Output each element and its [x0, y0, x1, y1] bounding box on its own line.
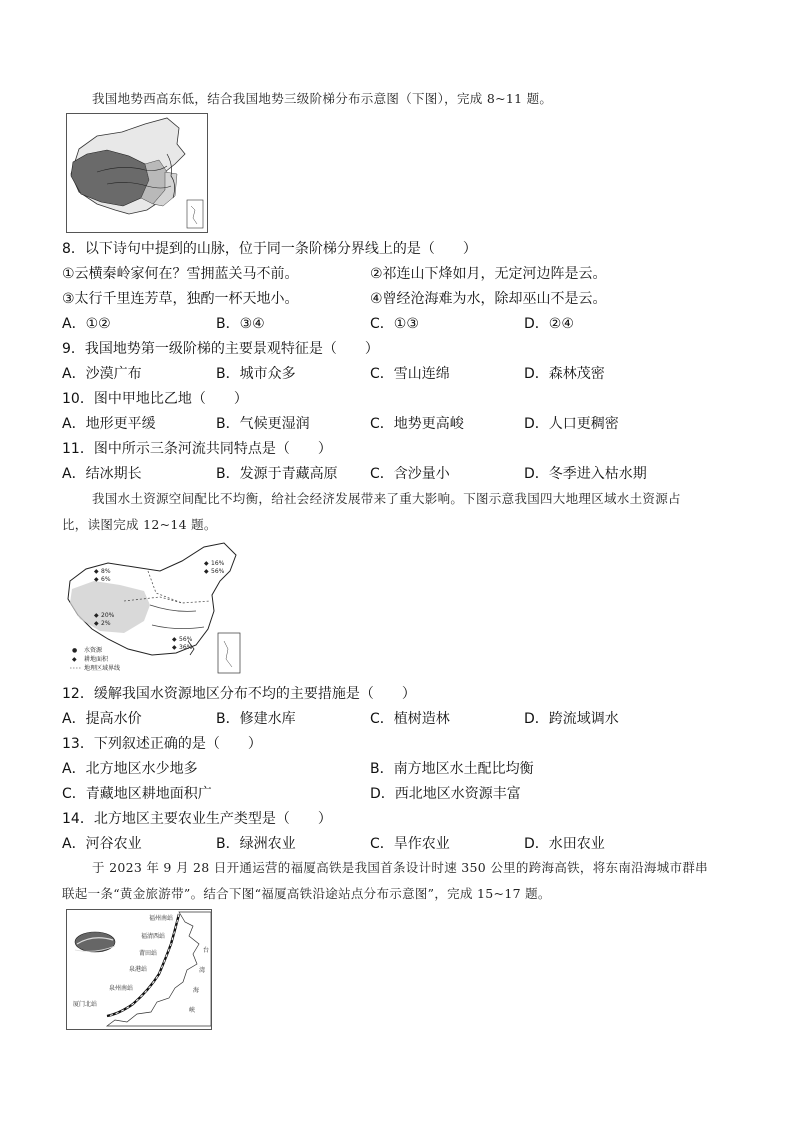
q13-option-a[interactable]: A．北方地区水少地多 [62, 761, 198, 777]
q12-option-d[interactable]: D．跨流域调水 [524, 711, 619, 727]
svg-text:◆: ◆ [94, 620, 99, 627]
q9-option-a[interactable]: A．沙漠广布 [62, 366, 142, 382]
q13-options-row-1 [62, 758, 742, 780]
svg-text:◆: ◆ [172, 636, 177, 643]
q12-option-c[interactable]: C．植树造林 [370, 711, 450, 727]
qz-water-label: 20% [101, 612, 115, 619]
q8-poem-4: ④曾经沧海难为水，除却巫山不是云。 [370, 291, 607, 307]
q8-poem-row-1 [62, 263, 742, 285]
q14-option-d[interactable]: D．水田农业 [524, 836, 605, 852]
q14-options [62, 833, 742, 855]
nw-water-label: 8% [101, 568, 111, 575]
q12-options [62, 708, 742, 730]
q9-option-b[interactable]: B．城市众多 [216, 366, 296, 382]
question-8-stem: 8．以下诗句中提到的山脉，位于同一条阶梯分界线上的是（ ） [62, 241, 477, 257]
north-water-label: 16% [211, 560, 225, 567]
svg-text:◆: ◆ [204, 560, 209, 567]
svg-text:◆: ◆ [94, 612, 99, 619]
q8-poem-2: ②祁连山下烽如月，无定河边阵是云。 [370, 266, 607, 282]
q8-poem-row-2 [62, 288, 742, 310]
strait-char-3: 海 [193, 987, 200, 994]
question-13-stem: 13．下列叙述正确的是（ ） [62, 736, 262, 752]
strait-char-1: 台 [203, 947, 210, 954]
q13-option-b[interactable]: B．南方地区水土配比均衡 [370, 761, 534, 777]
q8-option-d[interactable]: D．②④ [524, 316, 574, 332]
svg-text:◆: ◆ [172, 644, 177, 651]
q12-option-b[interactable]: B．修建水库 [216, 711, 296, 727]
q11-options [62, 463, 742, 485]
intro-12-14 [62, 486, 742, 538]
south-land-label: 36% [179, 644, 193, 651]
station-quanzhou-south: 泉州南站 [109, 985, 134, 992]
q8-option-c[interactable]: C．①③ [370, 316, 419, 332]
strait-char-2: 湾 [199, 967, 206, 974]
station-putian: 莆田站 [139, 950, 158, 957]
q14-option-b[interactable]: B．绿洲农业 [216, 836, 296, 852]
intro-8-11: 我国地势西高东低，结合我国地势三级阶梯分布示意图（下图），完成 8~11 题。 [92, 91, 553, 106]
south-water-label: 56% [179, 636, 193, 643]
q10-option-c[interactable]: C．地势更高峻 [370, 416, 464, 432]
intro-12-14-line-1: 我国水土资源空间配比不均衡，给社会经济发展带来了重大影响。下图示意我国四大地理区域水土资源占 [92, 491, 681, 506]
q10-option-d[interactable]: D．人口更稠密 [524, 416, 619, 432]
q13-option-d[interactable]: D．西北地区水资源丰富 [370, 786, 521, 802]
q9-option-c[interactable]: C．雪山连绵 [370, 366, 450, 382]
station-quangang: 泉港站 [129, 966, 148, 973]
q8-option-a[interactable]: A．①② [62, 316, 111, 332]
water-land-resource-map [64, 541, 244, 677]
question-10-stem: 10．图中甲地比乙地（ ） [62, 391, 248, 407]
nw-land-label: 6% [101, 576, 111, 583]
intro-12-14-line-2: 比，读图完成 12~14 题。 [62, 517, 217, 532]
question-9-stem: 9．我国地势第一级阶梯的主要景观特征是（ ） [62, 341, 379, 357]
station-fuqing-west: 福清西站 [141, 933, 166, 940]
q10-option-b[interactable]: B．气候更湿润 [216, 416, 310, 432]
legend-water: 水资源 [84, 647, 103, 654]
q8-poem-3: ③太行千里连芳草，独酌一杯天地小。 [62, 291, 299, 307]
intro-15-17-line-2: 联起一条“黄金旅游带”。结合下图“福厦高铁沿途站点分布示意图”，完成 15~17 题。 [62, 886, 551, 901]
q10-option-a[interactable]: A．地形更平缓 [62, 416, 156, 432]
intro-15-17-line-1: 于 2023 年 9 月 28 日开通运营的福厦高铁是我国首条设计时速 350 公里的跨海高铁，将东南沿海城市群串 [92, 860, 708, 875]
fuxia-railway-map [66, 909, 212, 1030]
q8-poem-1: ①云横秦岭家何在？雪拥蓝关马不前。 [62, 266, 299, 282]
north-land-label: 56% [211, 568, 225, 575]
q11-option-b[interactable]: B．发源于青藏高原 [216, 466, 338, 482]
svg-text:●: ● [72, 647, 78, 654]
q11-option-d[interactable]: D．冬季进入枯水期 [524, 466, 647, 482]
q11-option-c[interactable]: C．含沙量小 [370, 466, 450, 482]
question-12-stem: 12．缓解我国水资源地区分布不均的主要措施是（ ） [62, 686, 416, 702]
question-14-stem: 14．北方地区主要农业生产类型是（ ） [62, 811, 332, 827]
q12-option-a[interactable]: A．提高水价 [62, 711, 142, 727]
q8-option-b[interactable]: B．③④ [216, 316, 265, 332]
q10-options [62, 413, 742, 435]
q13-options-row-2 [62, 783, 742, 805]
q14-option-a[interactable]: A．河谷农业 [62, 836, 142, 852]
station-xiamen-north: 厦门北站 [73, 1001, 98, 1008]
svg-text:◆: ◆ [94, 576, 99, 583]
question-11-stem: 11．图中所示三条河流共同特点是（ ） [62, 441, 332, 457]
terrain-steps-map [66, 113, 208, 233]
svg-text:◆: ◆ [72, 656, 77, 663]
q11-option-a[interactable]: A．结冰期长 [62, 466, 142, 482]
legend-boundary: 地理区域界线 [84, 665, 121, 672]
q9-options [62, 363, 742, 385]
legend-land: 耕地面积 [84, 656, 109, 663]
q13-option-c[interactable]: C．青藏地区耕地面积广 [62, 786, 212, 802]
q14-option-c[interactable]: C．旱作农业 [370, 836, 450, 852]
station-fuzhou-south: 福州南站 [149, 915, 174, 922]
q8-options [62, 313, 742, 335]
qz-land-label: 2% [101, 620, 111, 627]
svg-text:◆: ◆ [94, 568, 99, 575]
strait-char-4: 峡 [189, 1007, 196, 1014]
svg-text:◆: ◆ [204, 568, 209, 575]
q9-option-d[interactable]: D．森林茂密 [524, 366, 605, 382]
intro-15-17 [62, 855, 742, 907]
